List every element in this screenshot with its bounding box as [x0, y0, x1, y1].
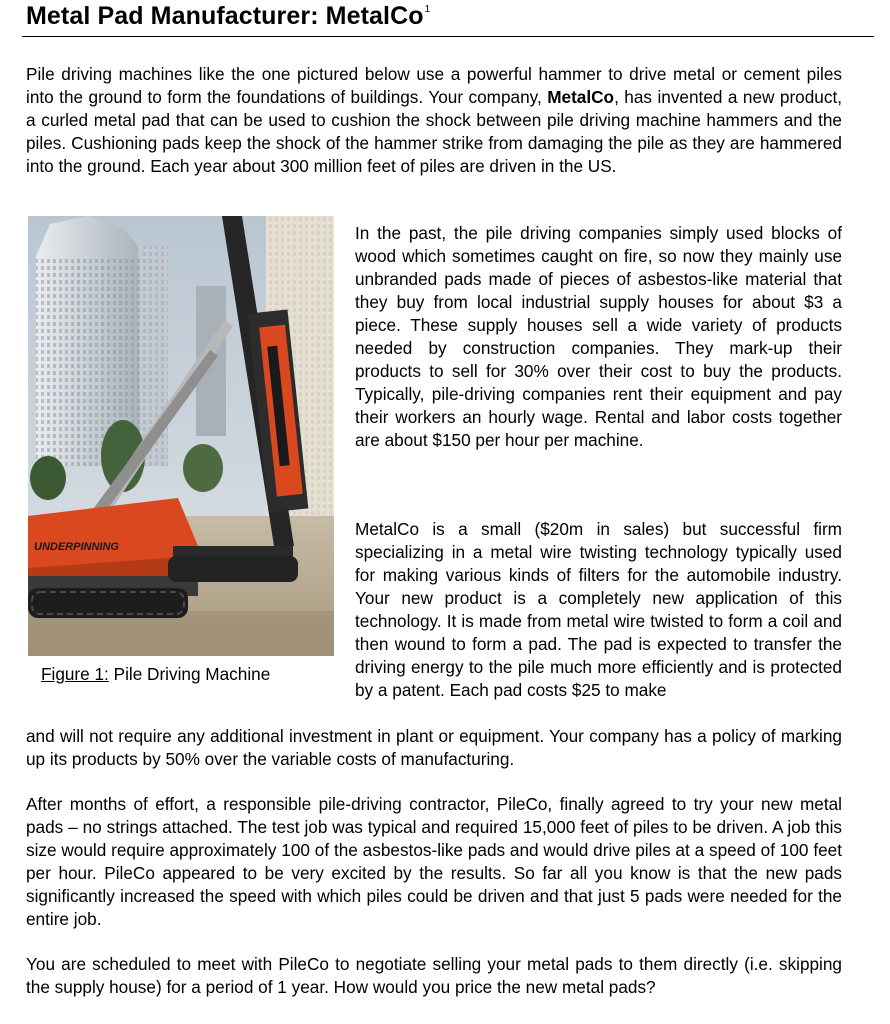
test-job-paragraph: After months of effort, a responsible pile-driving contractor, PileCo, finally agreed to try your new metal pads – no strings attached. The test job was typical and required 15,000 feet of piles to be driven. A job this size would require approximately 100 of the asbestos-like pads and would drive piles at a speed of 100 feet per hour. PileCo appeared to be very excited by the results. So far all you know is that the new pads significantly increased the speed with which piles could be driven and that just 5 pads were needed for the entire job. — [26, 794, 842, 929]
metalco-paragraph: MetalCo is a small ($20m in sales) but successful firm specializing in a metal wire twisting technology typically used for making various kinds of filters for the automobile industry. Your new product is a completely new application of this technology. It is made from metal wire twisted to form a coil and then wound to form a pad. The pad is expected to transfer the driving energy to the pile much more efficiently and is protected by a patent. Each pad costs $25 to make — [355, 519, 842, 700]
metalco-paragraph-continued: and will not require any additional investment in plant or equipment. Your company has a policy of marking up its products by 50% over the variable costs of manufacturing. — [26, 726, 842, 769]
intro-text-b: , has invented a new product, a curled metal pad that can be used to cushion the shock between pile driving machine hammers and the piles. Cushioning pads keep the shock of the hammer strike from damaging the pile as they are hammered into the ground. Each year about 300 million feet of piles are driven in the US. — [26, 87, 842, 176]
question-paragraph: You are scheduled to meet with PileCo to negotiate selling your metal pads to them directly (i.e. skipping the supply house) for a period of 1 year. How would you price the new metal pads? — [26, 954, 842, 997]
past-paragraph: In the past, the pile driving companies simply used blocks of wood which sometimes caught on fire, so now they mainly use unbranded pads made of pieces of asbestos-like material that they buy from local industrial supply houses for about $3 a piece. These supply houses sell a wide variety of products needed by construction companies. They mark-up their products to sell for 30% over their cost to buy the products. Typically, pile-driving companies rent their equipment and pay their workers an hourly wage. Rental and labor costs together are about $150 per hour per machine. — [355, 223, 842, 450]
figure-caption-text: Pile Driving Machine — [108, 664, 271, 684]
intro-company-name: MetalCo — [547, 87, 615, 107]
title-rule — [22, 36, 874, 37]
intro-text-a: Pile driving machines like the one pictured below use a powerful hammer to drive metal or cement piles into the ground to form the foundations of buildings. Your company, — [26, 64, 842, 107]
intro-paragraph — [26, 63, 842, 178]
title-text: Metal Pad Manufacturer: MetalCo — [26, 2, 424, 30]
page-title — [26, 2, 430, 31]
footnote-mark: 1 — [424, 4, 431, 15]
figure-label: Figure 1: — [41, 664, 109, 684]
pile-driving-machine-photo — [28, 216, 334, 656]
machine-decal-text: UNDERPINNING — [34, 541, 119, 553]
figure-caption — [41, 664, 270, 685]
